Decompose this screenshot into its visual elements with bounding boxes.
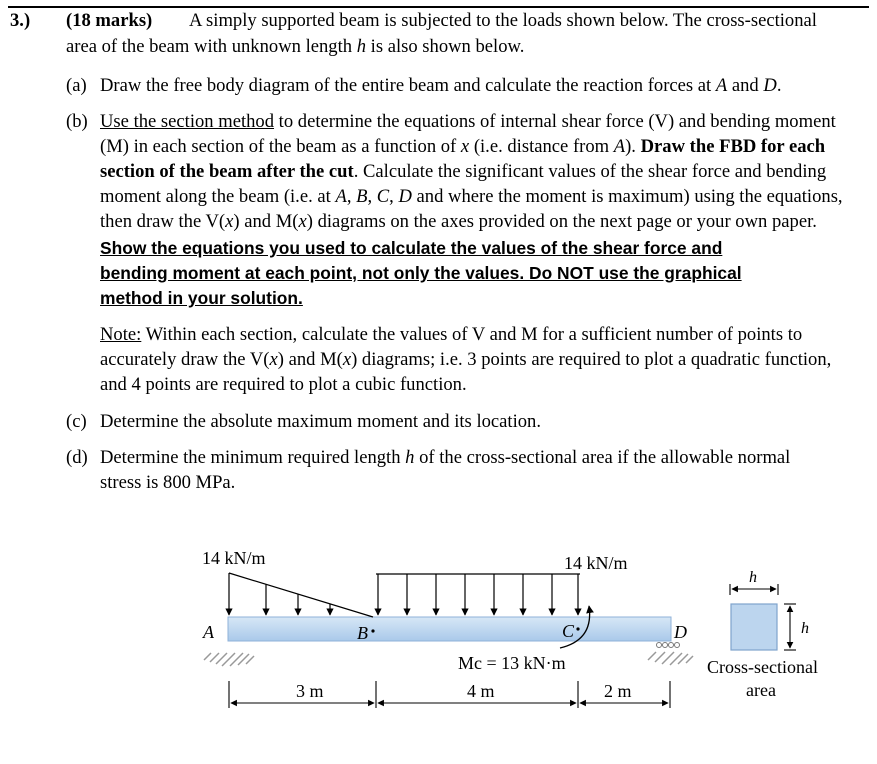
part-b-emphasis-line2: bending moment at each point, not only the values. Do NOT use the graphical [100, 263, 742, 283]
part-d-line1: Determine the minimum required length h of the cross-sectional area if the allowable normal [100, 447, 791, 468]
cross-h-side: h [801, 620, 809, 637]
part-b-line2: (M) in each section of the beam as a function of x (i.e. distance from A). Draw the FBD for each [100, 136, 826, 157]
point-b-dot [371, 629, 374, 632]
label-c: C [562, 621, 575, 641]
support-d [648, 643, 693, 666]
question-number: 3.) [10, 10, 31, 31]
note-line2: accurately draw the V(x) and M(x) diagrams; i.e. 3 points are required to plot a quadratic function, [100, 349, 832, 370]
dimension-4m: 4 m [467, 681, 495, 701]
point-c-dot [576, 627, 579, 630]
question-marks: (18 marks) [66, 10, 153, 31]
triangular-load [229, 573, 373, 617]
dimension-3m: 3 m [296, 681, 324, 701]
part-a-label: (a) [66, 75, 87, 96]
cross-caption-line1: Cross-sectional [707, 657, 818, 677]
question-intro-line1: A simply supported beam is subjected to the loads shown below. The cross-sectional [189, 10, 817, 31]
label-d: D [674, 622, 687, 642]
note-line1: Note: Within each section, calculate the values of V and M for a sufficient number of points to [100, 324, 803, 345]
cross-h-top: h [749, 569, 757, 586]
cross-caption-line2: area [746, 680, 776, 700]
note-line3: and 4 points are required to plot a cubic function. [100, 374, 467, 395]
part-b-line3: section of the beam after the cut. Calculate the significant values of the shear force and bending [100, 161, 827, 182]
part-b-label: (b) [66, 111, 88, 132]
uniform-load [376, 574, 580, 615]
beam [228, 617, 671, 641]
load-left-label: 14 kN/m [202, 548, 266, 568]
part-a-text: Draw the free body diagram of the entire beam and calculate the reaction forces at A and D. [100, 75, 782, 96]
cross-section-square [731, 604, 777, 650]
support-a [204, 653, 254, 666]
dimension-2m: 2 m [604, 681, 632, 701]
question-intro-line2: area of the beam with unknown length h is also shown below. [66, 36, 525, 57]
part-b-line5: then draw the V(x) and M(x) diagrams on the axes provided on the next page or your own paper. [100, 211, 817, 232]
part-d-label: (d) [66, 447, 88, 468]
label-a: A [203, 622, 214, 642]
part-c-text: Determine the absolute maximum moment and its location. [100, 411, 541, 432]
part-b-line4: moment along the beam (i.e. at A, B, C, D and where the moment is maximum) using the equations, [100, 186, 843, 207]
part-c-label: (c) [66, 411, 87, 432]
part-b-line1: Use the section method to determine the equations of internal shear force (V) and bending moment [100, 111, 836, 132]
part-b-emphasis-line3: method in your solution. [100, 288, 303, 308]
load-right-label: 14 kN/m [564, 553, 628, 573]
moment-label: Mc = 13 kN·m [458, 653, 566, 673]
label-b: B [357, 623, 368, 643]
part-b-emphasis-line1: Show the equations you used to calculate the values of the shear force and [100, 238, 723, 258]
part-d-line2: stress is 800 MPa. [100, 472, 236, 493]
